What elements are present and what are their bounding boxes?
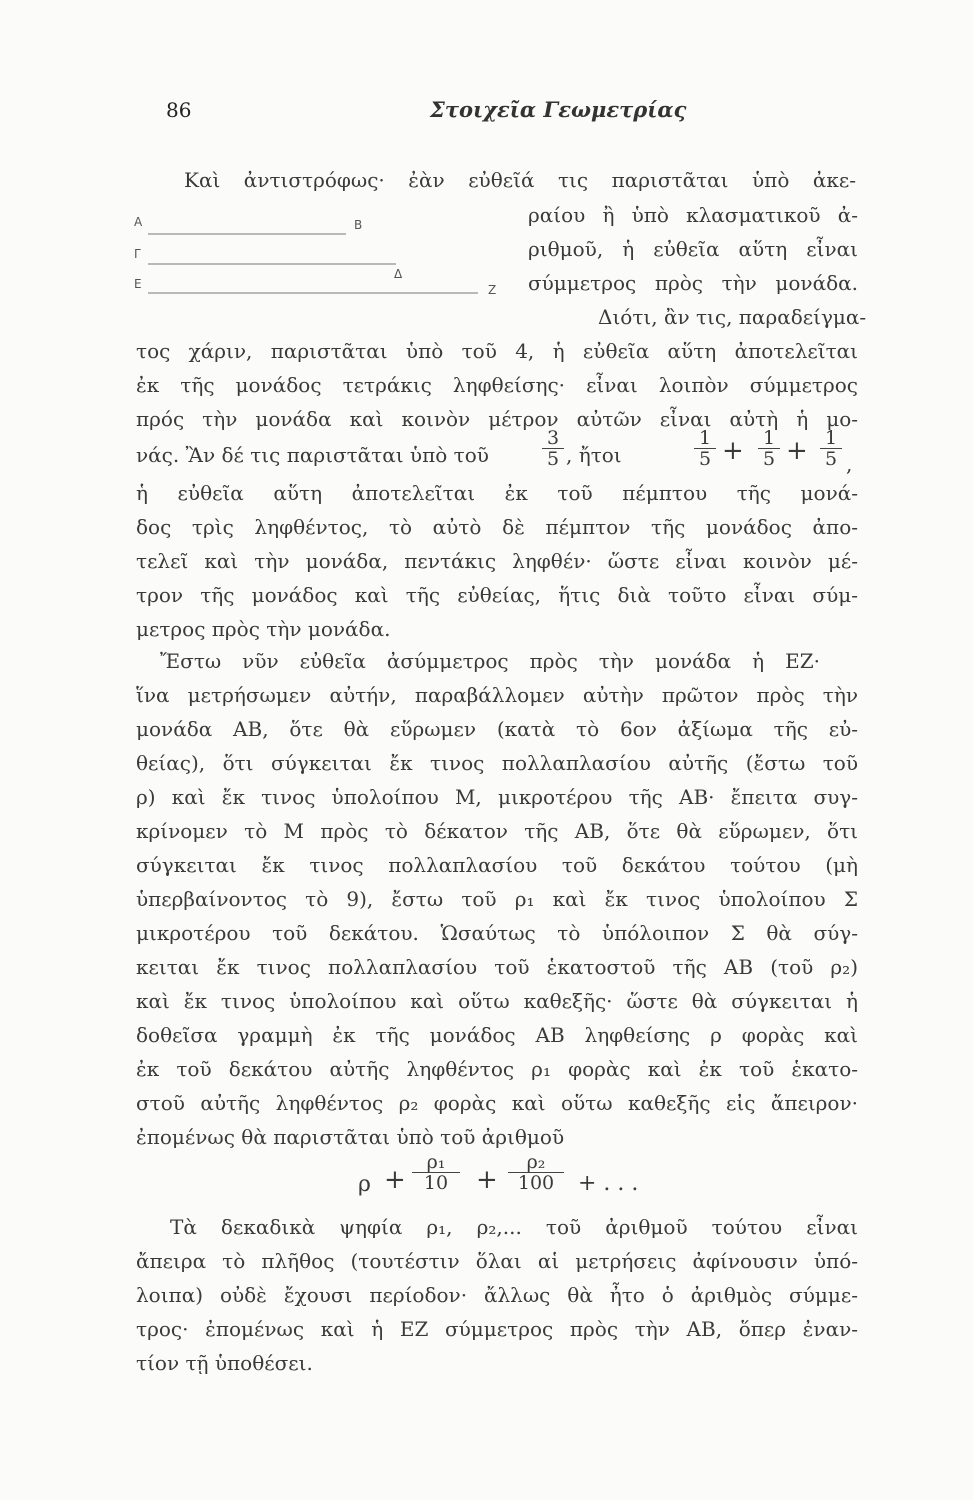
text-line: λοιπα) οὐδὲ ἔχουσι περίοδον· ἄλλως θὰ ἦτο ὁ ἀριθμὸς σύμμε-: [136, 1283, 858, 1307]
label-z: Ζ: [488, 283, 497, 297]
label-d: Δ: [394, 267, 403, 281]
plus-sign: +: [722, 436, 744, 466]
fraction-denominator: 5: [694, 448, 716, 469]
plus-sign: +: [786, 436, 808, 466]
text-line: τος χάριν, παριστᾶται ὑπὸ τοῦ 4, ἡ εὐθεῖα αὕτη ἀποτελεῖται: [136, 339, 858, 363]
page-number: 86: [166, 98, 192, 122]
fraction-numerator: 1: [762, 427, 776, 449]
label-b: Β: [354, 218, 363, 232]
text-line: ριθμοῦ, ἡ εὐθεῖα αὕτη εἶναι: [528, 237, 858, 261]
formula-rho: ρ: [358, 1172, 371, 1197]
text-line: τρον τῆς μονάδος καὶ τῆς εὐθείας, ἥτις διὰ τοῦτο εἶναι σύμ-: [136, 583, 858, 607]
segments-figure-svg: [138, 215, 508, 305]
text-line-fraction-prefix: νάς. Ἂν δέ τις παριστᾶται ὑπὸ τοῦ: [136, 443, 489, 467]
text-line: σύμμετρος πρὸς τὴν μονάδα.: [528, 271, 858, 295]
fraction-three-fifths: [542, 428, 564, 469]
text-line: μονάδα ΑΒ, ὅτε θὰ εὕρωμεν (κατὰ τὸ 6ον ἀξίωμα τῆς εὐ-: [136, 717, 858, 741]
fraction-numerator: 3: [546, 427, 560, 449]
text-line: Ἔστω νῦν εὐθεῖα ἀσύμμετρος πρὸς τὴν μονάδα ἡ ΕΖ·: [160, 649, 820, 673]
text-line: στοῦ αὐτῆς ληφθέντος ρ₂ φορὰς καὶ οὕτω καθεξῆς εἰς ἄπειρον·: [136, 1091, 858, 1115]
text-line: καὶ ἔκ τινος ὑπολοίπου καὶ οὕτω καθεξῆς· ὥστε θὰ σύγκειται ἡ: [136, 989, 858, 1013]
fraction-numerator: ρ₁: [426, 1151, 446, 1173]
text-line: δοθεῖσα γραμμὴ ἐκ τῆς μονάδος ΑΒ ληφθείσης ρ φορὰς καὶ: [136, 1023, 858, 1047]
text-line: τρος· ἐπομένως καὶ ἡ ΕΖ σύμμετρος πρὸς τὴν ΑΒ, ὅπερ ἐναν-: [136, 1317, 858, 1341]
text-line: ὑπερβαίνοντος τὸ 9), ἔστω τοῦ ρ₁ καὶ ἔκ τινος ὑπολοίπου Σ: [136, 887, 858, 911]
text-line: δος τρὶς ληφθέντος, τὸ αὐτὸ δὲ πέμπτον τῆς μονάδος ἀπο-: [136, 515, 858, 539]
fraction-one-fifth: [694, 428, 716, 469]
text-line: πρός τὴν μονάδα καὶ κοινὸν μέτρον αὐτῶν εἶναι αὐτὴ ἡ μο-: [136, 407, 858, 431]
text-line: κειται ἔκ τινος πολλαπλασίου τοῦ ἑκατοστοῦ τῆς ΑΒ (τοῦ ρ₂): [136, 955, 858, 979]
text-line: μικροτέρου τοῦ δεκάτου. Ὡσαύτως τὸ ὑπόλοιπον Σ θὰ σύγ-: [136, 921, 858, 945]
fraction-numerator: ρ₂: [526, 1151, 546, 1173]
segments-figure: [134, 215, 508, 305]
text-line: ἐπομένως θὰ παριστᾶται ὑπὸ τοῦ ἀριθμοῦ: [136, 1125, 565, 1149]
text-line: ἄπειρα τὸ πλῆθος (τουτέστιν ὅλαι αἱ μετρήσεις ἀφίνουσιν ὑπό-: [136, 1249, 858, 1273]
formula-fraction-2: [508, 1152, 564, 1193]
text-line: μετρος πρὸς τὴν μονάδα.: [136, 617, 391, 641]
text-line: Καὶ ἀντιστρόφως· ἐὰν εὐθεῖά τις παριστᾶται ὑπὸ ἀκε-: [184, 168, 856, 192]
label-g: Γ: [134, 247, 141, 261]
text-line: ρ) καὶ ἔκ τινος ὑπολοίπου Μ, μικροτέρου τῆς ΑΒ· ἔπειτα συγ-: [136, 785, 858, 809]
fraction-denominator: 5: [758, 448, 780, 469]
fraction-denominator: 100: [508, 1172, 564, 1193]
fraction-denominator: 5: [820, 448, 842, 469]
text-line: τελεῖ καὶ τὴν μονάδα, πεντάκις ληφθέν· ὥστε εἶναι κοινὸν μέ-: [136, 549, 858, 573]
fraction-denominator: 10: [412, 1172, 460, 1193]
running-title: Στοιχεῖα Γεωμετρίας: [430, 97, 687, 122]
text-line: θείας), ὅτι σύγκειται ἔκ τινος πολλαπλασίου αὐτῆς (ἔστω τοῦ: [136, 751, 858, 775]
text-line: σύγκειται ἔκ τινος πολλαπλασίου τοῦ δεκάτου τούτου (μὴ: [136, 853, 858, 877]
text-line: κρίνομεν τὸ Μ πρὸς τὸ δέκατον τῆς ΑΒ, ὅτε θὰ εὕρωμεν, ὅτι: [136, 819, 858, 843]
text-line: ἵνα μετρήσωμεν αὐτήν, παραβάλλομεν αὐτὴν πρῶτον πρὸς τὴν: [136, 683, 858, 707]
text-line: ἡ εὐθεῖα αὕτη ἀποτελεῖται ἐκ τοῦ πέμπτου τῆς μονά-: [136, 481, 858, 505]
plus-sign: +: [384, 1165, 406, 1195]
text-line: ἐκ τῆς μονάδος τετράκις ληφθείσης· εἶναι λοιπὸν σύμμετρος: [136, 373, 858, 397]
text-line-fraction-end: ,: [846, 452, 853, 476]
fraction-one-fifth: [758, 428, 780, 469]
text-line: ἐκ τοῦ δεκάτου αὐτῆς ληφθέντος ρ₁ φορὰς καὶ ἐκ τοῦ ἑκατο-: [136, 1057, 858, 1081]
plus-sign: +: [476, 1165, 498, 1195]
formula-fraction-1: [412, 1152, 460, 1193]
fraction-numerator: 1: [824, 427, 838, 449]
label-a: Α: [134, 215, 143, 229]
text-line: τίον τῇ ὑποθέσει.: [136, 1351, 313, 1375]
label-e: Ε: [134, 277, 142, 291]
text-line-fraction-mid: , ἤτοι: [566, 443, 622, 467]
fraction-one-fifth: [820, 428, 842, 469]
fraction-numerator: 1: [698, 427, 712, 449]
text-line: Τὰ δεκαδικὰ ψηφία ρ₁, ρ₂,... τοῦ ἀριθμοῦ τούτου εἶναι: [170, 1215, 858, 1239]
text-line: Διότι, ἂν τις, παραδείγμα-: [598, 305, 867, 329]
formula-ellipsis: + . . .: [578, 1171, 639, 1196]
text-line: ραίου ἢ ὑπὸ κλασματικοῦ ἀ-: [528, 203, 858, 227]
fraction-denominator: 5: [542, 448, 564, 469]
